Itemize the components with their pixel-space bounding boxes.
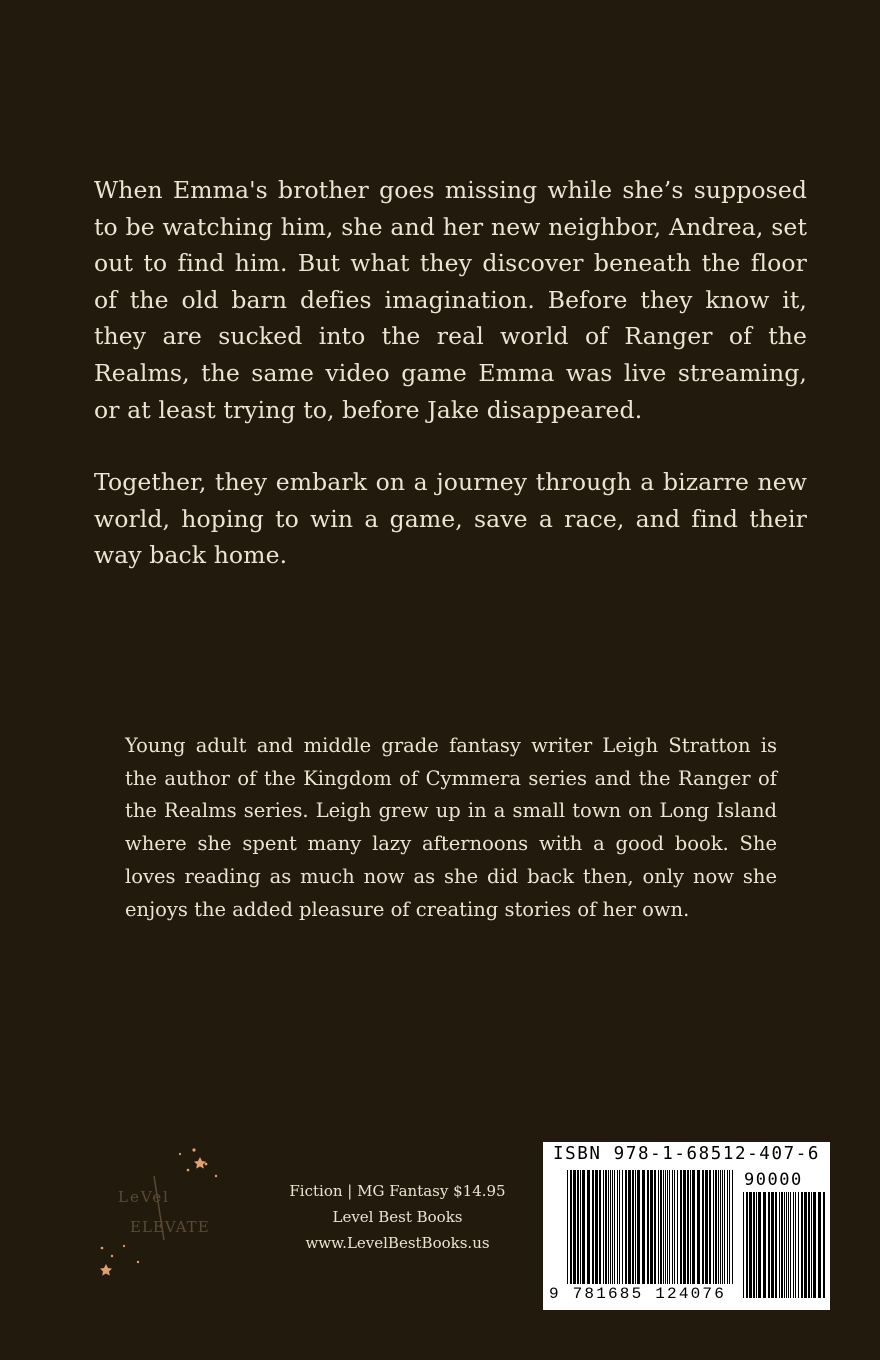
isbn-label: ISBN 978-1-68512-407-6	[553, 1144, 820, 1164]
barcode-bar	[811, 1192, 812, 1298]
barcode-bar	[771, 1192, 774, 1298]
barcode-bar	[642, 1170, 645, 1284]
star-sparkles-icon	[88, 1140, 238, 1280]
barcode-bar	[743, 1192, 744, 1298]
barcode-bar	[577, 1170, 579, 1284]
publisher-name: Level Best Books	[332, 1208, 463, 1226]
barcode-bar	[592, 1170, 594, 1284]
barcode-bar	[818, 1192, 821, 1298]
price-code: 90000	[744, 1170, 803, 1190]
barcode-bar	[804, 1192, 807, 1298]
barcode-bar	[758, 1192, 761, 1298]
author-bio-text: Young adult and middle grade fantasy writer Leigh Stratton is the author of the Kingdom of Cymmera series and the Ranger of the Realms series. Leigh grew up in a small town on Long Island where she spent many lazy afternoons with a good book. She loves reading as much now as she did back then, only now she enjoys the added pleasure of creating stories of her own.	[125, 734, 777, 921]
barcode-bar	[610, 1170, 611, 1284]
barcode-bar	[753, 1192, 755, 1298]
barcode-bar	[570, 1170, 572, 1284]
barcode-bar	[667, 1170, 668, 1284]
barcode-bar	[729, 1170, 730, 1284]
barcode-bar	[763, 1192, 766, 1298]
barcode-bar	[732, 1170, 733, 1284]
barcode-bar	[720, 1170, 721, 1284]
barcode-bar	[658, 1170, 659, 1284]
barcode-bar	[573, 1170, 576, 1284]
barcode-bar	[599, 1170, 601, 1284]
barcode-bar	[660, 1170, 662, 1284]
barcode-bar	[605, 1170, 607, 1284]
publisher-website: www.LevelBestBooks.us	[305, 1234, 490, 1252]
barcode-bar	[722, 1170, 723, 1284]
barcode-bar	[619, 1170, 620, 1284]
category-price: Fiction | MG Fantasy $14.95	[289, 1182, 506, 1200]
barcode-bar	[582, 1170, 585, 1284]
barcode-bar	[715, 1170, 717, 1284]
barcode-bar	[625, 1170, 627, 1284]
logo-word-elevate: ELEVATE	[130, 1218, 210, 1236]
barcode-bar	[690, 1170, 691, 1284]
barcode-bar	[705, 1170, 708, 1284]
barcode-bar	[795, 1192, 796, 1298]
barcode-bar	[823, 1192, 825, 1298]
barcode-bar	[702, 1170, 704, 1284]
barcode-bar	[677, 1170, 678, 1284]
barcode-bar	[687, 1170, 689, 1284]
barcode-bar	[727, 1170, 728, 1284]
barcode-bar	[603, 1170, 604, 1284]
barcode-bar	[632, 1170, 634, 1284]
barcode-bar	[798, 1192, 799, 1298]
barcode-bar	[614, 1170, 615, 1284]
barcode-bar	[775, 1192, 777, 1298]
barcode-bar	[793, 1192, 794, 1298]
barcode-bar	[786, 1192, 787, 1298]
barcode-bar	[612, 1170, 613, 1284]
barcode-bar	[784, 1192, 785, 1298]
back-cover-blurb	[94, 172, 807, 610]
barcode-bar	[724, 1170, 725, 1284]
publisher-info	[270, 1178, 525, 1256]
barcode-bar	[663, 1170, 664, 1284]
publisher-logo	[88, 1140, 238, 1280]
barcode-bar	[790, 1192, 791, 1298]
barcode-bar	[709, 1170, 711, 1284]
barcode-bar	[746, 1192, 748, 1298]
barcode-bar	[768, 1192, 770, 1298]
barcode-bar	[587, 1170, 590, 1284]
barcode-bar	[567, 1170, 568, 1284]
barcode-bar	[781, 1192, 783, 1298]
barcode-bar	[650, 1170, 653, 1284]
barcode-bar	[580, 1170, 581, 1284]
barcode-bar	[813, 1192, 816, 1298]
barcode-bar	[622, 1170, 623, 1284]
barcode-bar	[595, 1170, 598, 1284]
barcode-bar	[665, 1170, 666, 1284]
blurb-paragraph-1: When Emma's brother goes missing while she’s supposed to be watching him, she and her new neighbor, Andrea, set out to find him. But what they discover beneath the floor of the old barn defies imagination. Before they know it, they are sucked into the real world of Ranger of the Realms, the same video game Emma was live streaming, or at least trying to, before Jake disappeared.	[94, 176, 807, 424]
barcode-bar	[672, 1170, 673, 1284]
barcode-bar	[608, 1170, 609, 1284]
isbn-barcode	[543, 1142, 830, 1310]
barcode-bar	[669, 1170, 670, 1284]
barcode-bar	[749, 1192, 752, 1298]
barcode-bar	[680, 1170, 682, 1284]
barcode-bar	[713, 1170, 714, 1284]
barcode-bar	[779, 1192, 780, 1298]
barcode-bar	[756, 1192, 757, 1298]
barcode-bar	[635, 1170, 636, 1284]
barcode-bar	[692, 1170, 695, 1284]
barcode-bar	[697, 1170, 700, 1284]
blurb-paragraph-2: Together, they embark on a journey through a bizarre new world, hoping to win a game, save a race, and find their way back home.	[94, 468, 807, 570]
barcode-bar	[808, 1192, 810, 1298]
barcode-bar	[647, 1170, 649, 1284]
barcode-bar	[718, 1170, 719, 1284]
ean-number: 9 781685 124076	[549, 1285, 727, 1303]
logo-word-level: LeVel	[118, 1188, 170, 1206]
barcode-bar	[628, 1170, 631, 1284]
barcode-bar	[654, 1170, 656, 1284]
barcode-bar	[617, 1170, 618, 1284]
barcode-bar	[683, 1170, 686, 1284]
barcode-bar	[674, 1170, 675, 1284]
barcode-bar	[788, 1192, 789, 1298]
barcode-bar	[801, 1192, 803, 1298]
author-bio	[125, 730, 777, 926]
barcode-bar	[637, 1170, 640, 1284]
